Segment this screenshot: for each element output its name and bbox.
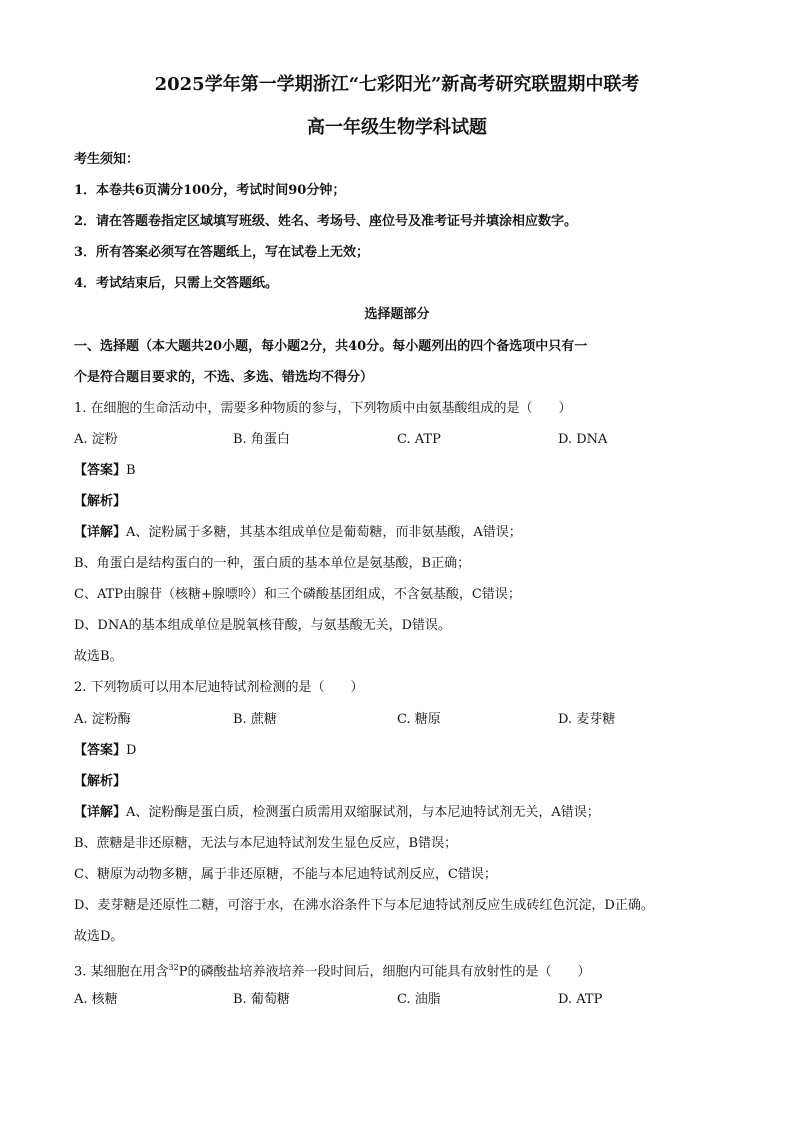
option-a: A. 淀粉 <box>74 432 118 447</box>
option-d: D. ATP <box>558 992 603 1007</box>
detail-text: D、DNA的基本组成单位是脱氧核苷酸，与氨基酸无关，D错误。 <box>74 618 452 633</box>
answer-label: 【答案】 <box>74 743 127 758</box>
analysis-label: 【解析】 <box>74 494 127 509</box>
option-c: C. 油脂 <box>397 992 441 1007</box>
option-c: C. 糖原 <box>397 712 441 727</box>
option-d: D. DNA <box>558 432 608 447</box>
stem-part: P的磷酸盐培养液培养一段时间后，细胞内可能具有放射性的是（ ） <box>178 964 591 980</box>
answer-line <box>74 741 136 761</box>
exam-subtitle: 高一年级生物学科试题 <box>307 117 487 138</box>
notice-item: 2．请在答题卷指定区域填写班级、姓名、考场号、座位号及准考证号并填涂相应数字。 <box>74 214 578 229</box>
detail-text: B、角蛋白是结构蛋白的一种，蛋白质的基本单位是氨基酸，B正确； <box>74 556 471 571</box>
option-b: B. 角蛋白 <box>233 432 290 447</box>
part-intro-line: 一、选择题（本大题共20小题，每小题2分，共40分。每小题列出的四个备选项中只有一 <box>74 339 588 354</box>
detail-label: 【详解】 <box>74 525 127 540</box>
isotope-mass-number: 32 <box>168 963 179 972</box>
option-d: D. 麦芽糖 <box>558 712 616 727</box>
option-a: A. 核糖 <box>74 992 118 1007</box>
option-c: C. ATP <box>397 432 441 447</box>
conclusion: 故选D。 <box>74 929 124 944</box>
answer-label: 【答案】 <box>74 463 127 478</box>
analysis-label: 【解析】 <box>74 774 127 789</box>
stem-part: 3. 某细胞在用含 <box>74 964 169 980</box>
detail-text: A、淀粉属于多糖，其基本组成单位是葡萄糖，而非氨基酸，A错误； <box>126 525 522 540</box>
section-title: 选择题部分 <box>364 307 430 322</box>
question-stem: 2. 下列物质可以用本尼迪特试剂检测的是（ ） <box>74 680 364 695</box>
exam-title: 2025学年第一学期浙江“七彩阳光”新高考研究联盟期中联考 <box>154 74 640 95</box>
option-b: B. 葡萄糖 <box>233 992 290 1007</box>
detail-text: C、糖原为动物多糖，属于非还原糖，不能与本尼迪特试剂反应，C错误； <box>74 867 497 882</box>
notice-heading: 考生须知： <box>74 152 140 167</box>
detail-line <box>74 523 522 543</box>
detail-text: D、麦芽糖是还原性二糖，可溶于水，在沸水浴条件下与本尼迪特试剂反应生成砖红色沉淀，D正确。 <box>74 898 654 913</box>
option-b: B. 蔗糖 <box>233 712 277 727</box>
notice-item: 4．考试结束后，只需上交答题纸。 <box>74 276 279 291</box>
answer-value: D <box>126 743 137 758</box>
conclusion: 故选B。 <box>74 649 123 664</box>
detail-text: C、ATP由腺苷（核糖+腺嘌呤）和三个磷酸基团组成，不含氨基酸，C错误； <box>74 587 521 602</box>
detail-text: A、淀粉酶是蛋白质，检测蛋白质需用双缩脲试剂，与本尼迪特试剂无关，A错误； <box>126 805 600 820</box>
question-stem: 1. 在细胞的生命活动中，需要多种物质的参与，下列物质中由氨基酸组成的是（ ） <box>74 401 572 416</box>
notice-item: 1．本卷共6页满分100分，考试时间90分钟； <box>74 183 346 198</box>
answer-line <box>74 461 136 481</box>
option-a: A. 淀粉酶 <box>74 712 131 727</box>
detail-text: B、蔗糖是非还原糖，无法与本尼迪特试剂发生显色反应，B错误； <box>74 836 458 851</box>
notice-item: 3．所有答案必须写在答题纸上，写在试卷上无效； <box>74 245 370 260</box>
detail-line <box>74 803 600 823</box>
question-stem <box>74 958 590 982</box>
part-intro-line: 个是符合题目要求的，不选、多选、错选均不得分） <box>74 370 374 385</box>
answer-value: B <box>126 463 136 478</box>
detail-label: 【详解】 <box>74 805 127 820</box>
